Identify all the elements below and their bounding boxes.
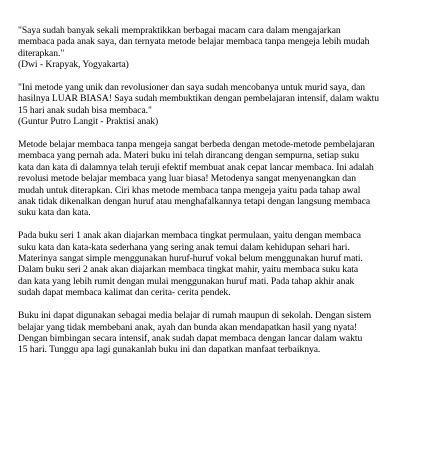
paragraph-line: dan kata yang lebih rumit dengan mulai menggunakan huruf mati. Pada tahap akhir anak [18, 275, 355, 287]
paragraph-usage [18, 310, 413, 356]
paragraph-line: mudah untuk diterapkan. Ciri khas metode membaca tanpa mengeja yaitu pada tahap awal [18, 184, 361, 196]
paragraph-method [18, 139, 413, 219]
paragraph-line: Materinya sangat simple menggunakan huruf-huruf vokal belum menggunakan huruf mati. [18, 253, 363, 265]
testimonial-guntur [18, 82, 413, 128]
paragraph-line: Pada buku seri 1 anak akan diajarkan membaca tingkat permulaan, yaitu dengan membaca [18, 230, 361, 242]
paragraph-line: kata dan kata di dalamnya telah teruji efektif membuat anak cepat lancar membaca. Ini adalah [18, 161, 374, 173]
testimonial-line: "Saya sudah banyak sekali mempraktikkan berbagai macam cara dalam mengajarkan [18, 25, 341, 36]
paragraph-line: revolusi metode belajar membaca yang luar biasa! Metodenya sangat menyenangkan dan [18, 173, 356, 185]
paragraph-line: membaca yang pernah ada. Materi buku ini telah dirancang dengan sempurna, setiap suku [18, 150, 360, 162]
paragraph-line: Dengan bimbingan secara intensif, anak sudah dapat membaca dengan lancar dalam waktu [18, 332, 363, 344]
testimonial-author: (Guntur Putro Langit - Praktisi anak) [18, 116, 159, 128]
testimonial-dwi [18, 25, 413, 71]
paragraph-line: Buku ini dapat digunakan sebagai media belajar di rumah maupun di sekolah. Dengan sistem [18, 310, 372, 322]
document-body [18, 25, 413, 367]
paragraph-line: suku kata dan kata-kata sederhana yang sering anak temui dalam kehidupan sehari hari. [18, 241, 350, 253]
testimonial-line: 15 hari anak sudah bisa membaca." [18, 104, 152, 116]
paragraph-line: 15 hari. Tunggu apa lagi gunakanlah buku ini dan dapatkan manfaat terbaiknya. [18, 344, 321, 356]
testimonial-line: "Ini metode yang unik dan revolusioner dan saya sudah mencobanya untuk murid saya, dan [18, 82, 366, 94]
paragraph-line: belajar yang tidak membebani anak, ayah dan bunda akan mendapatkan hasil yang nyata! [18, 321, 358, 333]
testimonial-author: (Dwi - Krapyak, Yogyakarta) [18, 59, 129, 71]
testimonial-line: membaca pada anak saya, dan ternyata metode belajar membaca tanpa mengeja lebih mudah [18, 36, 370, 48]
paragraph-line: Metode belajar membaca tanpa mengeja sangat berbeda dengan metode-metode pembelajaran [18, 139, 375, 151]
testimonial-line: diterapkan." [18, 47, 65, 59]
paragraph-line: Dalam buku seri 2 anak akan diajarkan membaca tingkat mahir, yaitu membaca suku kata [18, 264, 359, 276]
paragraph-line: anak tidak dikenalkan dengan huruf atau menghafalkannya tetapi dengan langsung membaca [18, 196, 371, 208]
paragraph-line: suku kata dan kata. [18, 207, 91, 219]
testimonial-line: hasilnya LUAR BIASA! Saya sudah membuktikan dengan pembelajaran intensif, dalam waktu [18, 93, 380, 105]
paragraph-line: sudah dapat membaca kalimat dan cerita- cerita pendek. [18, 287, 231, 299]
paragraph-series [18, 230, 413, 298]
